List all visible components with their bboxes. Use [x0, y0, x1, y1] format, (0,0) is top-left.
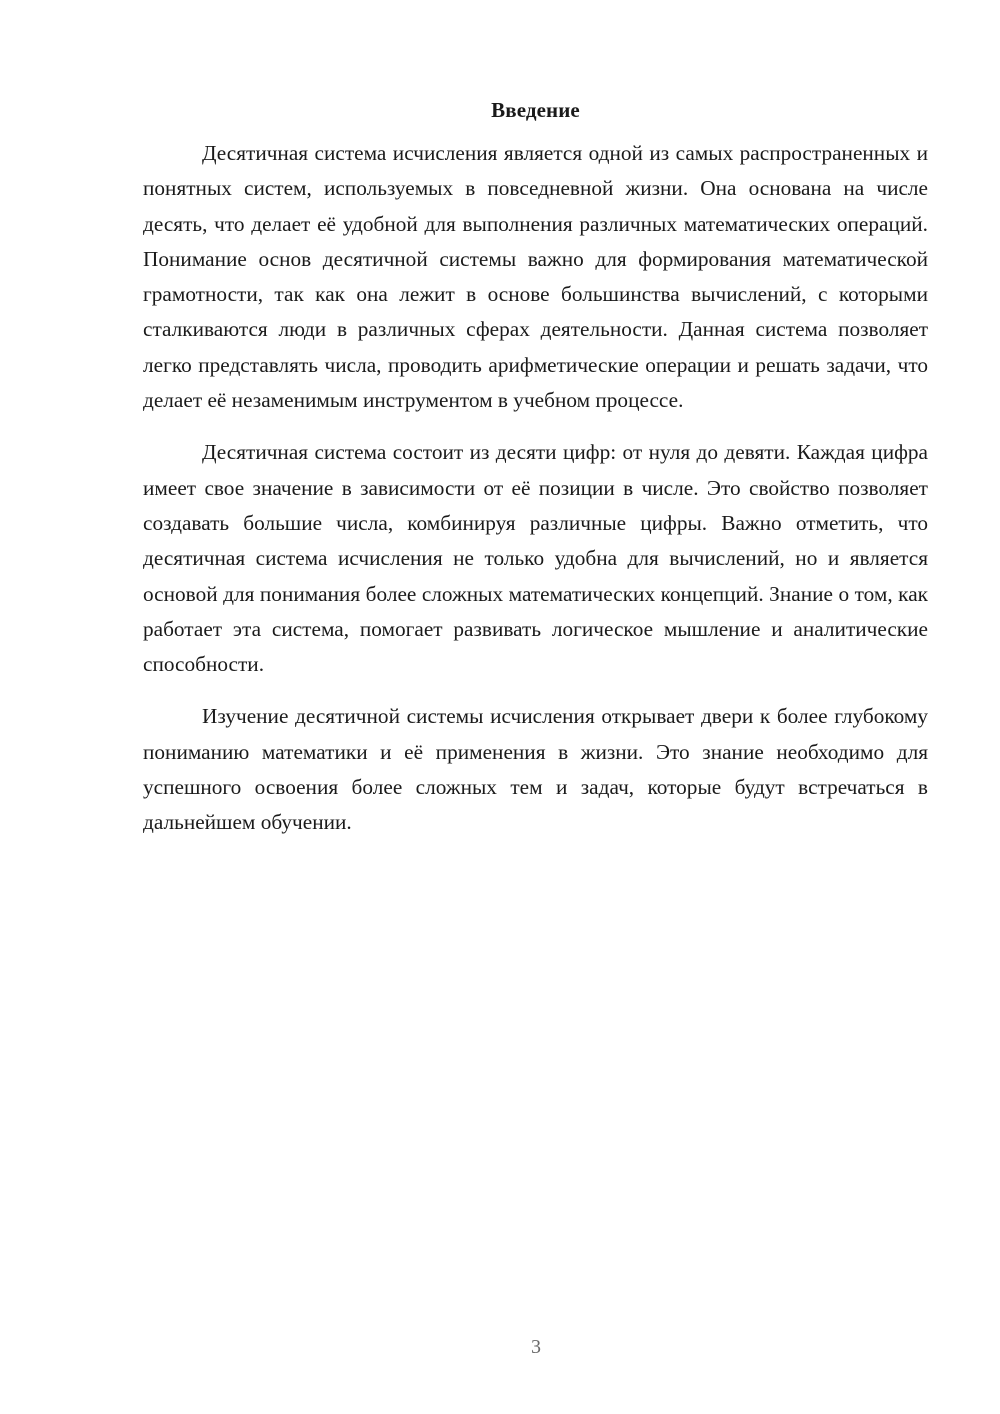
page-content — [143, 92, 928, 858]
page-number: 3 — [531, 1336, 541, 1358]
paragraph-1: Десятичная система исчисления является одной из самых распространенных и понятных систем, используемых в повседневной жизни. Она основана на числе десять, что делает её удобной для выполнения различных математических операций. Понимание основ десятичной системы важно для формирования математической грамотности, так как она лежит в основе большинства вычислений, с которыми сталкиваются люди в различных сферах деятельности. Данная система позволяет легко представлять числа, проводить арифметические операции и решать задачи, что делает её незаменимым инструментом в учебном процессе. — [143, 141, 928, 413]
section-title: Введение — [491, 98, 580, 122]
paragraph-3: Изучение десятичной системы исчисления открывает двери к более глубокому пониманию математики и её применения в жизни. Это знание необходимо для успешного освоения более сложных тем и задач, которые будут встречаться в дальнейшем обучении. — [143, 704, 928, 835]
paragraph-2: Десятичная система состоит из десяти цифр: от нуля до девяти. Каждая цифра имеет свое значение в зависимости от её позиции в числе. Это свойство позволяет создавать большие числа, комбинируя различные цифры. Важно отметить, что десятичная система исчисления не только удобна для вычислений, но и является основой для понимания более сложных математических концепций. Знание о том, как работает эта система, помогает развивать логическое мышление и аналитические способности. — [143, 440, 928, 677]
